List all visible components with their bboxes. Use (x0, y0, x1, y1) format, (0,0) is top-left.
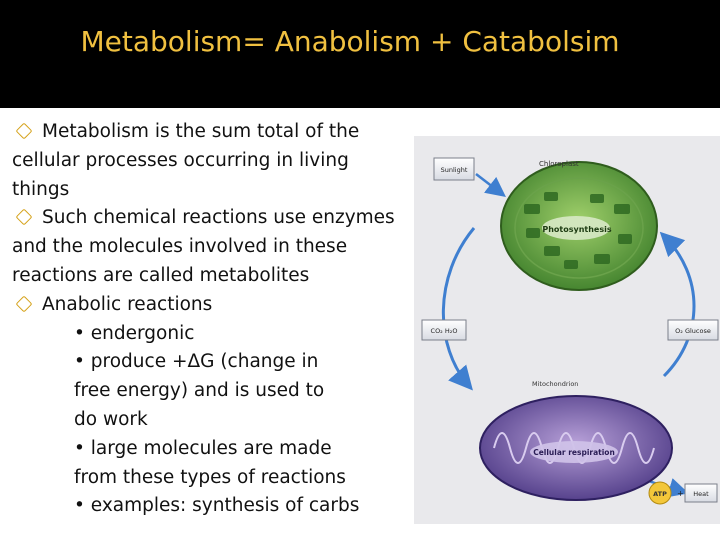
plus-sign: + (677, 489, 684, 498)
sub-point: • produce +ΔG (change in (74, 351, 319, 373)
sub-point: • endergonic (74, 322, 195, 344)
slide-title: Metabolism= Anabolism + Catabolsim (80, 25, 620, 58)
sub-point: do work (74, 408, 148, 430)
mitochondrion-label: Mitochondrion (532, 380, 579, 388)
sub-point: free energy) and is used to (74, 380, 325, 402)
co2-h2o-label: CO₂ H₂O (430, 327, 458, 335)
bullet-text-continued: cellular processes occurring in living (12, 149, 349, 171)
sub-point: from these types of reactions (74, 466, 346, 488)
diamond-bullet-icon (16, 209, 33, 226)
sunlight-box (434, 158, 474, 180)
sunlight-label: Sunlight (440, 166, 468, 174)
heat-box (685, 484, 717, 502)
bullet-line (12, 118, 412, 147)
atp-label: ATP (653, 490, 667, 498)
chloroplast-label: Chloroplast (539, 160, 579, 168)
sub-point: • large molecules are made (74, 437, 332, 459)
photosynthesis-label: Photosynthesis (542, 225, 612, 234)
metabolism-cycle-diagram (414, 136, 720, 524)
bullet-text: Such chemical reactions use enzymes (42, 207, 395, 229)
bullet-text-continued: things (12, 178, 70, 200)
diamond-bullet-icon (16, 295, 33, 312)
bullet-text-continued: and the molecules involved in these (12, 236, 348, 258)
heat-label: Heat (693, 490, 709, 498)
bullet-line (12, 204, 412, 233)
bullet-text: Metabolism is the sum total of the (42, 121, 360, 142)
co2-h2o-box (422, 320, 466, 340)
o2-glucose-label: O₂ Glucose (675, 327, 711, 335)
bullet-text: Anabolic reactions (42, 293, 213, 315)
cellular-respiration-label: Cellular respiration (533, 448, 615, 457)
diamond-bullet-icon (16, 123, 33, 140)
bullet-text-continued: reactions are called metabolites (12, 264, 310, 286)
o2-glucose-box (668, 320, 718, 340)
atp-badge (649, 482, 671, 504)
bullet-line (12, 291, 412, 320)
sub-point: • examples: synthesis of carbs (74, 495, 360, 517)
slide-body (12, 118, 412, 521)
